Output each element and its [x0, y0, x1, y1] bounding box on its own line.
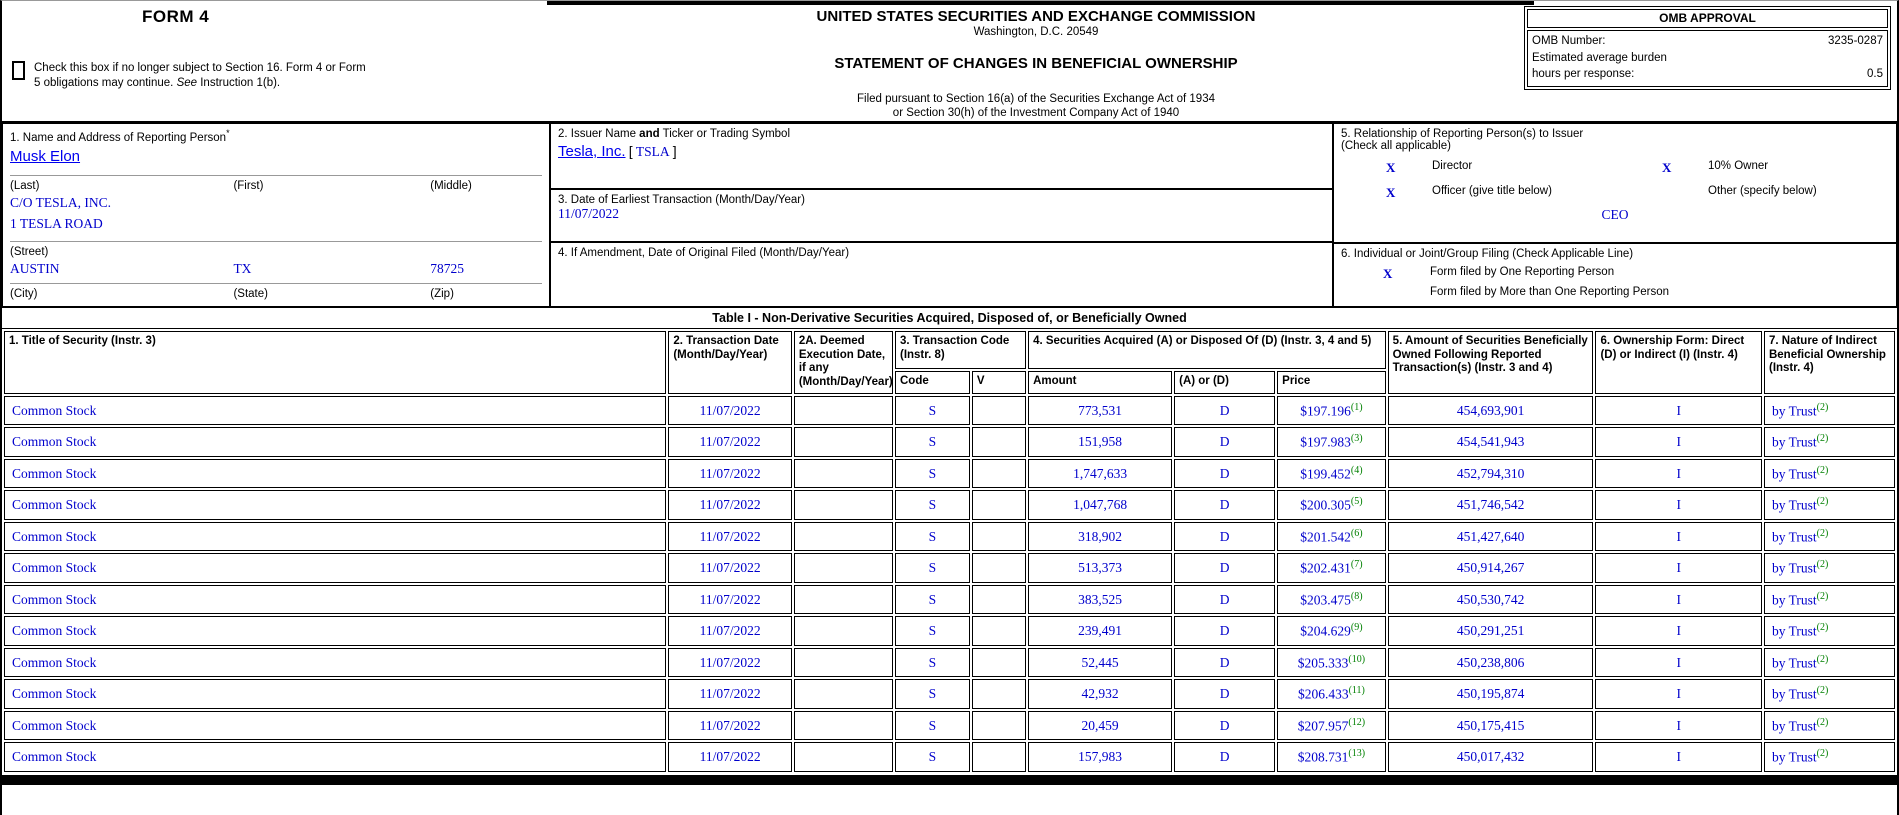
- security-title-cell: Common Stock: [4, 679, 666, 709]
- officer-title-value: CEO: [1601, 206, 1629, 222]
- table1-header: [4, 331, 1895, 394]
- deemed-execution-date-cell: [794, 711, 893, 741]
- nature-of-ownership-cell: by Trust$^{(2)}$: [1764, 711, 1895, 741]
- section6-filing-type: [1333, 243, 1897, 307]
- footnote-reference: (5): [1350, 496, 1363, 508]
- deemed-execution-date-cell: [794, 616, 893, 646]
- security-title-cell: Common Stock: [4, 553, 666, 583]
- table1-title: Table I - Non-Derivative Securities Acquired, Disposed of, or Beneficially Owned: [2, 308, 1897, 329]
- city-state-zip-labels: [10, 288, 542, 300]
- v-cell: [972, 648, 1026, 678]
- v-cell: [972, 616, 1026, 646]
- street-label: (Street): [10, 245, 49, 258]
- price-cell: $202.431$^{(7)}$: [1277, 553, 1386, 583]
- table-row: [4, 522, 1895, 552]
- table-row: [4, 585, 1895, 615]
- director-label: Director: [1432, 159, 1473, 172]
- amount-cell: 20,459: [1028, 711, 1172, 741]
- ownership-form-cell: I: [1595, 459, 1762, 489]
- deemed-execution-date-cell: [794, 742, 893, 772]
- director-checkmark: X: [1386, 159, 1396, 175]
- footnote-reference: (2): [1816, 433, 1829, 445]
- more-reporting-person-label: Form filed by More than One Reporting Person: [1430, 285, 1670, 298]
- price-cell: $204.629$^{(9)}$: [1277, 616, 1386, 646]
- transaction-date-cell: 11/07/2022: [668, 742, 791, 772]
- state-value: TX: [233, 260, 252, 276]
- header-deemed-execution-date: 2A. Deemed Execution Date, if any (Month/Day/Year): [794, 331, 893, 394]
- section5-label: 5. Relationship of Reporting Person(s) to Issuer (Check all applicable): [1341, 127, 1584, 152]
- v-cell: [972, 522, 1026, 552]
- amount-cell: 1,047,768: [1028, 490, 1172, 520]
- address-line-2: 1 TESLA ROAD: [10, 216, 103, 232]
- header-price: Price: [1277, 371, 1386, 394]
- nature-of-ownership-cell: by Trust$^{(2)}$: [1764, 427, 1895, 457]
- footnote-reference: (13): [1348, 748, 1366, 760]
- name-part-labels: [10, 180, 542, 192]
- issuer-column: [550, 123, 1333, 307]
- divider: [10, 175, 542, 176]
- transaction-code-cell: S: [895, 616, 970, 646]
- nature-of-ownership-cell: by Trust$^{(2)}$: [1764, 490, 1895, 520]
- v-cell: [972, 427, 1026, 457]
- footnote-reference: (8): [1350, 590, 1363, 602]
- price-cell: $201.542$^{(6)}$: [1277, 522, 1386, 552]
- footnote-reference: (2): [1816, 653, 1829, 665]
- v-cell: [972, 553, 1026, 583]
- transaction-date-cell: 11/07/2022: [668, 553, 791, 583]
- zip-label: (Zip): [430, 287, 454, 300]
- v-cell: [972, 679, 1026, 709]
- section4-amendment: [550, 242, 1333, 307]
- section1-label: 1. Name and Address of Reporting Person*: [10, 127, 230, 144]
- acquired-disposed-cell: D: [1174, 553, 1275, 583]
- footnote-reference: (2): [1816, 622, 1829, 634]
- divider: [10, 241, 542, 242]
- table-row: [4, 648, 1895, 678]
- earliest-transaction-date: 11/07/2022: [558, 205, 620, 221]
- relationship-column: [1333, 123, 1897, 307]
- footnote-reference: (2): [1816, 716, 1829, 728]
- omb-number-line: [1532, 33, 1883, 50]
- acquired-disposed-cell: D: [1174, 427, 1275, 457]
- omb-burden-label: Estimated average burden: [1532, 51, 1667, 64]
- table-row: [4, 679, 1895, 709]
- acquired-disposed-cell: D: [1174, 742, 1275, 772]
- omb-approval-body: [1527, 30, 1888, 87]
- omb-burden-value: 0.5: [1867, 68, 1883, 81]
- price-cell: $207.957$^{(12)}$: [1277, 711, 1386, 741]
- city-value: AUSTIN: [10, 260, 60, 276]
- divider: [10, 283, 542, 284]
- ownership-form-cell: I: [1595, 427, 1762, 457]
- city-label: (City): [10, 287, 38, 300]
- header-title-of-security: 1. Title of Security (Instr. 3): [4, 331, 666, 394]
- transaction-code-cell: S: [895, 585, 970, 615]
- omb-burden-label2: hours per response:: [1532, 68, 1635, 81]
- amount-cell: 52,445: [1028, 648, 1172, 678]
- header-left: [2, 1, 550, 121]
- transaction-date-cell: 11/07/2022: [668, 522, 791, 552]
- footnote-reference: (2): [1816, 748, 1829, 760]
- price-cell: $197.196$^{(1)}$: [1277, 396, 1386, 426]
- table-row: [4, 711, 1895, 741]
- officer-label: Officer (give title below): [1432, 185, 1552, 198]
- transaction-code-cell: S: [895, 679, 970, 709]
- table1: [2, 329, 1897, 774]
- footnote-reference: (4): [1350, 464, 1363, 476]
- ownership-form-cell: I: [1595, 679, 1762, 709]
- deemed-execution-date-cell: [794, 490, 893, 520]
- footnote-reference: (1): [1350, 401, 1363, 413]
- ownership-form-cell: I: [1595, 396, 1762, 426]
- amount-cell: 318,902: [1028, 522, 1172, 552]
- header-code: Code: [895, 371, 970, 394]
- owned-following-cell: 450,291,251: [1388, 616, 1594, 646]
- section4-label: 4. If Amendment, Date of Original Filed (Month/Day/Year): [558, 246, 850, 259]
- section3-earliest-transaction: [550, 189, 1333, 242]
- section6-label: 6. Individual or Joint/Group Filing (Check Applicable Line): [1341, 247, 1634, 260]
- acquired-disposed-cell: D: [1174, 459, 1275, 489]
- deemed-execution-date-cell: [794, 585, 893, 615]
- amount-cell: 383,525: [1028, 585, 1172, 615]
- ownership-form-cell: I: [1595, 522, 1762, 552]
- footnote-reference: (2): [1816, 496, 1829, 508]
- table1-body: [4, 396, 1895, 772]
- ten-percent-owner-checkmark: X: [1662, 159, 1672, 175]
- deemed-execution-date-cell: [794, 648, 893, 678]
- bottom-divider-bar: [2, 775, 1897, 785]
- section2-issuer: [550, 123, 1333, 189]
- owned-following-cell: 451,427,640: [1388, 522, 1594, 552]
- v-cell: [972, 585, 1026, 615]
- one-reporting-person-checkmark: X: [1383, 265, 1393, 281]
- amount-cell: 513,373: [1028, 553, 1172, 583]
- deemed-execution-date-cell: [794, 553, 893, 583]
- transaction-code-cell: S: [895, 522, 970, 552]
- amount-cell: 151,958: [1028, 427, 1172, 457]
- nature-of-ownership-cell: by Trust$^{(2)}$: [1764, 742, 1895, 772]
- security-title-cell: Common Stock: [4, 616, 666, 646]
- commission-title: UNITED STATES SECURITIES AND EXCHANGE COMMISSION: [816, 8, 1256, 25]
- reporting-person-name: [10, 148, 542, 165]
- security-title-cell: Common Stock: [4, 742, 666, 772]
- price-cell: $203.475$^{(8)}$: [1277, 585, 1386, 615]
- nature-of-ownership-cell: by Trust$^{(2)}$: [1764, 553, 1895, 583]
- omb-burden-line1: [1532, 50, 1883, 67]
- deemed-execution-date-cell: [794, 679, 893, 709]
- price-cell: $197.983$^{(3)}$: [1277, 427, 1386, 457]
- state-label: (State): [233, 287, 268, 300]
- table-row: [4, 616, 1895, 646]
- nature-of-ownership-cell: by Trust$^{(2)}$: [1764, 585, 1895, 615]
- section3-label: 3. Date of Earliest Transaction (Month/Day/Year): [558, 193, 805, 206]
- transaction-code-cell: S: [895, 648, 970, 678]
- omb-burden-line2: [1532, 66, 1883, 83]
- see-italic: See: [176, 76, 198, 89]
- ticker-bracket-open: [: [628, 142, 633, 159]
- amount-cell: 157,983: [1028, 742, 1172, 772]
- section16-checkbox-row: [12, 61, 542, 91]
- address-line-1: C/O TESLA, INC.: [10, 194, 112, 210]
- footnote-reference: (2): [1816, 401, 1829, 413]
- issuer-name-ticker: [558, 143, 1325, 160]
- price-cell: $205.333$^{(10)}$: [1277, 648, 1386, 678]
- transaction-code-cell: S: [895, 553, 970, 583]
- ten-percent-owner-label: 10% Owner: [1708, 159, 1769, 172]
- more-reporting-person-checkmark-empty: [1383, 284, 1430, 302]
- last-label: (Last): [10, 179, 40, 192]
- transaction-date-cell: 11/07/2022: [668, 648, 791, 678]
- transaction-date-cell: 11/07/2022: [668, 490, 791, 520]
- page-header: [2, 1, 1897, 121]
- footnote-reference: (7): [1350, 559, 1363, 571]
- table-row: [4, 490, 1895, 520]
- transaction-code-cell: S: [895, 490, 970, 520]
- transaction-code-cell: S: [895, 711, 970, 741]
- header-amount-owned: 5. Amount of Securities Beneficially Owned Following Reported Transaction(s) (Instr. 3 and 4): [1388, 331, 1594, 394]
- nature-of-ownership-cell: by Trust$^{(2)}$: [1764, 522, 1895, 552]
- filing-option-1: [1341, 264, 1889, 284]
- deemed-execution-date-cell: [794, 522, 893, 552]
- asterisk: *: [226, 127, 230, 138]
- header-center: [550, 1, 1522, 121]
- transaction-code-cell: S: [895, 742, 970, 772]
- owned-following-cell: 450,914,267: [1388, 553, 1594, 583]
- footnote-reference: (2): [1816, 527, 1829, 539]
- footnote-reference: (10): [1348, 653, 1366, 665]
- ownership-form-cell: I: [1595, 711, 1762, 741]
- section16-checkbox[interactable]: [12, 61, 25, 80]
- table-row: [4, 742, 1895, 772]
- price-cell: $199.452$^{(4)}$: [1277, 459, 1386, 489]
- footnote-reference: (2): [1816, 464, 1829, 476]
- owned-following-cell: 452,794,310: [1388, 459, 1594, 489]
- v-cell: [972, 490, 1026, 520]
- section16-checkbox-note: Check this box if no longer subject to Section 16. Form 4 or Form 5 obligations may continue. See Instruction 1(b).: [34, 62, 366, 89]
- acquired-disposed-cell: D: [1174, 585, 1275, 615]
- city-state-zip-values: [10, 261, 542, 277]
- header-v: V: [972, 371, 1026, 394]
- price-cell: $206.433$^{(11)}$: [1277, 679, 1386, 709]
- transaction-code-cell: S: [895, 459, 970, 489]
- deemed-execution-date-cell: [794, 427, 893, 457]
- nature-of-ownership-cell: by Trust$^{(2)}$: [1764, 459, 1895, 489]
- transaction-date-cell: 11/07/2022: [668, 427, 791, 457]
- transaction-date-cell: 11/07/2022: [668, 396, 791, 426]
- one-reporting-person-label: Form filed by One Reporting Person: [1430, 265, 1615, 278]
- amount-cell: 773,531: [1028, 396, 1172, 426]
- transaction-date-cell: 11/07/2022: [668, 585, 791, 615]
- commission-location: Washington, D.C. 20549: [973, 26, 1099, 38]
- footnote-reference: (6): [1350, 527, 1363, 539]
- transaction-code-cell: S: [895, 427, 970, 457]
- table-row: [4, 396, 1895, 426]
- table-row: [4, 427, 1895, 457]
- footnote-reference: (12): [1348, 716, 1366, 728]
- table-row: [4, 553, 1895, 583]
- top-divider-bar: [547, 1, 1534, 5]
- section2-label: 2. Issuer Name and Ticker or Trading Symbol: [558, 127, 791, 140]
- other-label: Other (specify below): [1708, 185, 1817, 198]
- ownership-form-cell: I: [1595, 490, 1762, 520]
- price-cell: $200.305$^{(5)}$: [1277, 490, 1386, 520]
- v-cell: [972, 742, 1026, 772]
- footnote-reference: (2): [1816, 685, 1829, 697]
- reporting-person-column: [2, 123, 550, 307]
- acquired-disposed-cell: D: [1174, 679, 1275, 709]
- ownership-form-cell: I: [1595, 553, 1762, 583]
- transaction-date-cell: 11/07/2022: [668, 459, 791, 489]
- nature-of-ownership-cell: by Trust$^{(2)}$: [1764, 679, 1895, 709]
- deemed-execution-date-cell: [794, 396, 893, 426]
- table-row: [4, 459, 1895, 489]
- owned-following-cell: 450,530,742: [1388, 585, 1594, 615]
- relationship-row-1: [1341, 158, 1889, 178]
- footnote-reference: (11): [1348, 685, 1365, 697]
- acquired-disposed-cell: D: [1174, 648, 1275, 678]
- filing-option-2: [1341, 284, 1889, 302]
- nature-of-ownership-cell: by Trust$^{(2)}$: [1764, 648, 1895, 678]
- header-ownership-form: 6. Ownership Form: Direct (D) or Indirect (I) (Instr. 4): [1595, 331, 1762, 394]
- owned-following-cell: 450,195,874: [1388, 679, 1594, 709]
- omb-number-value: 3235-0287: [1828, 35, 1883, 47]
- omb-number-label: OMB Number:: [1532, 35, 1606, 47]
- header-nature-of-ownership: 7. Nature of Indirect Beneficial Ownership (Instr. 4): [1764, 331, 1895, 394]
- footnote-reference: (2): [1816, 590, 1829, 602]
- acquired-disposed-cell: D: [1174, 396, 1275, 426]
- middle-label: (Middle): [430, 179, 472, 192]
- statement-title: STATEMENT OF CHANGES IN BENEFICIAL OWNERSHIP: [834, 55, 1238, 72]
- transaction-date-cell: 11/07/2022: [668, 679, 791, 709]
- omb-approval-title: OMB APPROVAL: [1527, 9, 1888, 28]
- transaction-date-cell: 11/07/2022: [668, 616, 791, 646]
- security-title-cell: Common Stock: [4, 490, 666, 520]
- section5-relationship: [1333, 123, 1897, 243]
- owned-following-cell: 450,017,432: [1388, 742, 1594, 772]
- owned-following-cell: 454,541,943: [1388, 427, 1594, 457]
- security-title-cell: Common Stock: [4, 396, 666, 426]
- transaction-date-cell: 11/07/2022: [668, 711, 791, 741]
- security-title-cell: Common Stock: [4, 585, 666, 615]
- security-title-cell: Common Stock: [4, 522, 666, 552]
- omb-approval-box: [1524, 6, 1891, 90]
- ownership-form-cell: I: [1595, 742, 1762, 772]
- filed-pursuant-text: Filed pursuant to Section 16(a) of the Securities Exchange Act of 1934 or Section 30(h) of the Investment Company Act of 1940: [857, 93, 1215, 120]
- zip-value: 78725: [430, 260, 465, 276]
- nature-of-ownership-cell: by Trust$^{(2)}$: [1764, 616, 1895, 646]
- acquired-disposed-cell: D: [1174, 711, 1275, 741]
- acquired-disposed-cell: D: [1174, 616, 1275, 646]
- ticker-bracket-close: ]: [672, 142, 677, 159]
- footnote-reference: (2): [1816, 559, 1829, 571]
- header-a-or-d: (A) or (D): [1174, 371, 1275, 394]
- price-cell: $208.731$^{(13)}$: [1277, 742, 1386, 772]
- issuer-link[interactable]: Tesla, Inc.: [558, 142, 626, 160]
- reporting-person-link[interactable]: Musk Elon: [10, 147, 81, 165]
- relationship-row-2: [1341, 183, 1889, 203]
- ownership-form-cell: I: [1595, 585, 1762, 615]
- header-securities-acquired-group: 4. Securities Acquired (A) or Disposed Of (D) (Instr. 3, 4 and 5): [1028, 331, 1386, 369]
- ticker-symbol: TSLA: [635, 143, 670, 159]
- footnote-reference: (3): [1350, 433, 1363, 445]
- amount-cell: 1,747,633: [1028, 459, 1172, 489]
- officer-checkmark: X: [1386, 185, 1396, 201]
- v-cell: [972, 711, 1026, 741]
- header-right: [1522, 1, 1897, 121]
- footnote-reference: (9): [1350, 622, 1363, 634]
- v-cell: [972, 396, 1026, 426]
- owned-following-cell: 450,238,806: [1388, 648, 1594, 678]
- security-title-cell: Common Stock: [4, 459, 666, 489]
- header-transaction-date: 2. Transaction Date (Month/Day/Year): [668, 331, 791, 394]
- first-label: (First): [233, 179, 264, 192]
- ownership-form-cell: I: [1595, 648, 1762, 678]
- amount-cell: 239,491: [1028, 616, 1172, 646]
- form-type-label: FORM 4: [142, 7, 210, 26]
- acquired-disposed-cell: D: [1174, 522, 1275, 552]
- v-cell: [972, 459, 1026, 489]
- security-title-cell: Common Stock: [4, 427, 666, 457]
- security-title-cell: Common Stock: [4, 711, 666, 741]
- owned-following-cell: 454,693,901: [1388, 396, 1594, 426]
- reporting-info-grid: [2, 121, 1897, 308]
- amount-cell: 42,932: [1028, 679, 1172, 709]
- owned-following-cell: 451,746,542: [1388, 490, 1594, 520]
- header-transaction-code-group: 3. Transaction Code (Instr. 8): [895, 331, 1026, 369]
- section1-name-address: [2, 123, 550, 307]
- nature-of-ownership-cell: by Trust$^{(2)}$: [1764, 396, 1895, 426]
- header-amount: Amount: [1028, 371, 1172, 394]
- other-checkmark-empty: [1662, 183, 1708, 203]
- acquired-disposed-cell: D: [1174, 490, 1275, 520]
- owned-following-cell: 450,175,415: [1388, 711, 1594, 741]
- security-title-cell: Common Stock: [4, 648, 666, 678]
- transaction-code-cell: S: [895, 396, 970, 426]
- deemed-execution-date-cell: [794, 459, 893, 489]
- ownership-form-cell: I: [1595, 616, 1762, 646]
